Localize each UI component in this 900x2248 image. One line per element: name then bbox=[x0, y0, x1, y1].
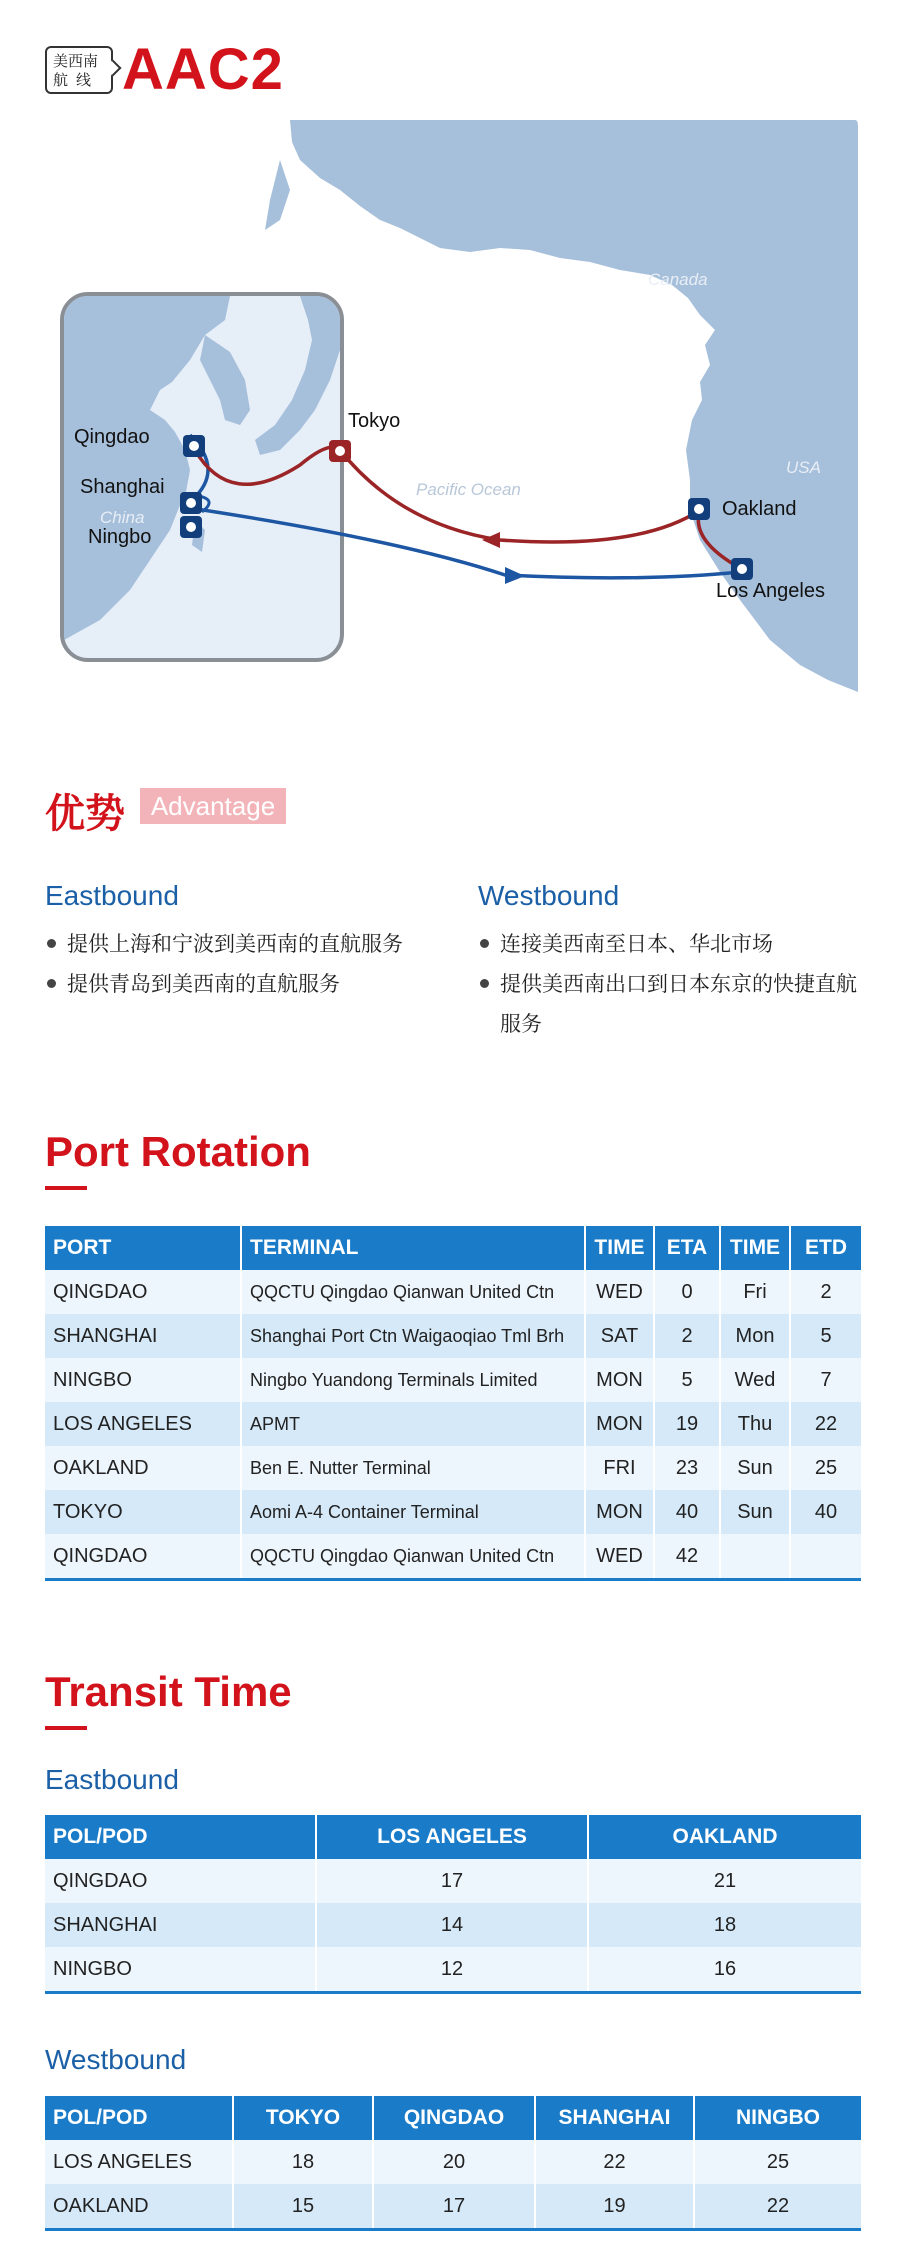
route-name-badge bbox=[45, 46, 113, 94]
cell-etd: 40 bbox=[791, 1490, 861, 1534]
table-row bbox=[45, 1490, 861, 1534]
table-row bbox=[45, 1270, 861, 1314]
cell-days: 17 bbox=[317, 1859, 589, 1903]
cell-days: 22 bbox=[536, 2140, 695, 2184]
transit-time-title: Transit Time bbox=[45, 1668, 292, 1715]
cell-etd: 25 bbox=[791, 1446, 861, 1490]
port-rotation-table bbox=[45, 1226, 861, 1581]
map-label-usa: USA bbox=[786, 458, 821, 477]
route-name-line1: 美西南 bbox=[53, 52, 99, 70]
north-america-land bbox=[290, 120, 858, 692]
cell-eta-day: FRI bbox=[586, 1446, 655, 1490]
cell-port: QINGDAO bbox=[45, 1270, 242, 1314]
cell-terminal: APMT bbox=[242, 1402, 586, 1446]
cell-days: 16 bbox=[589, 1947, 861, 1991]
table-row bbox=[45, 1947, 861, 1991]
map-label-pacific-ocean: Pacific Ocean bbox=[416, 480, 521, 499]
column-header-los-angeles: LOS ANGELES bbox=[317, 1815, 589, 1859]
table-header-row bbox=[45, 2096, 861, 2140]
route-map bbox=[0, 120, 900, 700]
westbound-arrow bbox=[482, 532, 500, 548]
column-header-port: PORT bbox=[45, 1226, 242, 1270]
cell-eta-day: SAT bbox=[586, 1314, 655, 1358]
table-row bbox=[45, 1402, 861, 1446]
port-marker-shanghai bbox=[180, 492, 202, 514]
cell-eta-day: WED bbox=[586, 1534, 655, 1578]
cell-days: 22 bbox=[695, 2184, 861, 2228]
map-label-canada: Canada bbox=[648, 270, 708, 289]
table-row bbox=[45, 2140, 861, 2184]
column-header-tokyo: TOKYO bbox=[234, 2096, 374, 2140]
cell-eta: 40 bbox=[655, 1490, 721, 1534]
list-item: 提供上海和宁波到美西南的直航服务 bbox=[45, 924, 465, 964]
cell-port: QINGDAO bbox=[45, 1534, 242, 1578]
map-label-tokyo: Tokyo bbox=[348, 410, 401, 432]
cell-port: SHANGHAI bbox=[45, 1314, 242, 1358]
transit-time-underline bbox=[45, 1726, 87, 1730]
cell-port: LOS ANGELES bbox=[45, 1402, 242, 1446]
cell-days: 20 bbox=[374, 2140, 536, 2184]
cell-eta-day: MON bbox=[586, 1358, 655, 1402]
table-header-row bbox=[45, 1815, 861, 1859]
cell-eta: 19 bbox=[655, 1402, 721, 1446]
table-row bbox=[45, 1859, 861, 1903]
cell-eta: 23 bbox=[655, 1446, 721, 1490]
cell-pol: OAKLAND bbox=[45, 2184, 234, 2228]
column-header-oakland: OAKLAND bbox=[589, 1815, 861, 1859]
cell-port: TOKYO bbox=[45, 1490, 242, 1534]
cell-terminal: Ben E. Nutter Terminal bbox=[242, 1446, 586, 1490]
table-header-row bbox=[45, 1226, 861, 1270]
table-row bbox=[45, 1358, 861, 1402]
cell-etd: 5 bbox=[791, 1314, 861, 1358]
column-header-eta: ETA bbox=[655, 1226, 721, 1270]
map-label-los-angeles: Los Angeles bbox=[716, 580, 825, 602]
port-marker-los-angeles bbox=[731, 558, 753, 580]
cell-etd-day: Sun bbox=[721, 1446, 791, 1490]
route-code: AAC2 bbox=[122, 37, 284, 102]
cell-terminal: QQCTU Qingdao Qianwan United Ctn bbox=[242, 1534, 586, 1578]
badge-pointer bbox=[105, 60, 122, 77]
cell-etd bbox=[791, 1534, 861, 1578]
table-row bbox=[45, 1903, 861, 1947]
transit-westbound-table bbox=[45, 2096, 861, 2231]
advantage-tag: Advantage bbox=[140, 788, 286, 824]
column-header-etd: ETD bbox=[791, 1226, 861, 1270]
transit-westbound-heading: Westbound bbox=[45, 2044, 187, 2075]
westbound-route-line bbox=[340, 450, 740, 568]
table-row bbox=[45, 2184, 861, 2228]
cell-etd-day: Thu bbox=[721, 1402, 791, 1446]
cell-port: OAKLAND bbox=[45, 1446, 242, 1490]
advantage-eastbound-list bbox=[45, 924, 465, 1004]
cell-days: 25 bbox=[695, 2140, 861, 2184]
cell-pol: LOS ANGELES bbox=[45, 2140, 234, 2184]
cell-days: 21 bbox=[589, 1859, 861, 1903]
eastbound-arrow bbox=[505, 567, 525, 584]
map-label-shanghai: Shanghai bbox=[80, 476, 165, 498]
port-rotation-title: Port Rotation bbox=[45, 1128, 311, 1175]
cell-days: 15 bbox=[234, 2184, 374, 2228]
list-item: 提供青岛到美西南的直航服务 bbox=[45, 964, 465, 1004]
port-marker-ningbo bbox=[180, 516, 202, 538]
route-name-line2: 航线 bbox=[53, 71, 100, 89]
cell-days: 18 bbox=[234, 2140, 374, 2184]
cell-etd: 2 bbox=[791, 1270, 861, 1314]
column-header-pol-pod: POL/POD bbox=[45, 2096, 234, 2140]
column-header-qingdao: QINGDAO bbox=[374, 2096, 536, 2140]
route-map-graphic bbox=[0, 120, 900, 700]
advantage-westbound-heading: Westbound bbox=[478, 880, 620, 911]
table-row bbox=[45, 1534, 861, 1578]
advantage-eastbound-heading: Eastbound bbox=[45, 880, 179, 911]
cell-days: 19 bbox=[536, 2184, 695, 2228]
cell-days: 12 bbox=[317, 1947, 589, 1991]
cell-pol: NINGBO bbox=[45, 1947, 317, 1991]
column-header-shanghai: SHANGHAI bbox=[536, 2096, 695, 2140]
cell-terminal: Aomi A-4 Container Terminal bbox=[242, 1490, 586, 1534]
column-header-etd-day: TIME bbox=[721, 1226, 791, 1270]
port-rotation-underline bbox=[45, 1186, 87, 1190]
table-row bbox=[45, 1446, 861, 1490]
cell-etd: 7 bbox=[791, 1358, 861, 1402]
column-header-terminal: TERMINAL bbox=[242, 1226, 586, 1270]
cell-terminal: QQCTU Qingdao Qianwan United Ctn bbox=[242, 1270, 586, 1314]
cell-pol: SHANGHAI bbox=[45, 1903, 317, 1947]
map-label-ningbo: Ningbo bbox=[88, 526, 152, 548]
list-item: 提供美西南出口到日本东京的快捷直航服务 bbox=[478, 964, 873, 1044]
map-label-oakland: Oakland bbox=[722, 498, 797, 520]
cell-etd-day: Fri bbox=[721, 1270, 791, 1314]
cell-etd-day bbox=[721, 1534, 791, 1578]
advantage-westbound-list bbox=[478, 924, 873, 1044]
map-label-china: China bbox=[100, 508, 145, 527]
cell-days: 14 bbox=[317, 1903, 589, 1947]
cell-days: 17 bbox=[374, 2184, 536, 2228]
transit-eastbound-heading: Eastbound bbox=[45, 1764, 179, 1795]
cell-etd-day: Wed bbox=[721, 1358, 791, 1402]
cell-eta-day: MON bbox=[586, 1490, 655, 1534]
column-header-eta-day: TIME bbox=[586, 1226, 655, 1270]
cell-eta: 0 bbox=[655, 1270, 721, 1314]
cell-pol: QINGDAO bbox=[45, 1859, 317, 1903]
port-marker-tokyo bbox=[329, 440, 351, 462]
column-header-pol-pod: POL/POD bbox=[45, 1815, 317, 1859]
cell-etd-day: Mon bbox=[721, 1314, 791, 1358]
cell-terminal: Shanghai Port Ctn Waigaoqiao Tml Brh bbox=[242, 1314, 586, 1358]
cell-eta-day: MON bbox=[586, 1402, 655, 1446]
transit-eastbound-table bbox=[45, 1815, 861, 1994]
cell-port: NINGBO bbox=[45, 1358, 242, 1402]
cell-etd: 22 bbox=[791, 1402, 861, 1446]
port-marker-qingdao bbox=[183, 435, 205, 457]
map-label-qingdao: Qingdao bbox=[74, 426, 150, 448]
cell-days: 18 bbox=[589, 1903, 861, 1947]
table-row bbox=[45, 1314, 861, 1358]
cell-eta-day: WED bbox=[586, 1270, 655, 1314]
cell-terminal: Ningbo Yuandong Terminals Limited bbox=[242, 1358, 586, 1402]
cell-eta: 2 bbox=[655, 1314, 721, 1358]
column-header-ningbo: NINGBO bbox=[695, 2096, 861, 2140]
cell-eta: 42 bbox=[655, 1534, 721, 1578]
cell-eta: 5 bbox=[655, 1358, 721, 1402]
port-marker-oakland bbox=[688, 498, 710, 520]
cell-etd-day: Sun bbox=[721, 1490, 791, 1534]
list-item: 连接美西南至日本、华北市场 bbox=[478, 924, 873, 964]
advantage-title: 优势 bbox=[45, 791, 125, 837]
aleutian-islands bbox=[265, 160, 290, 230]
